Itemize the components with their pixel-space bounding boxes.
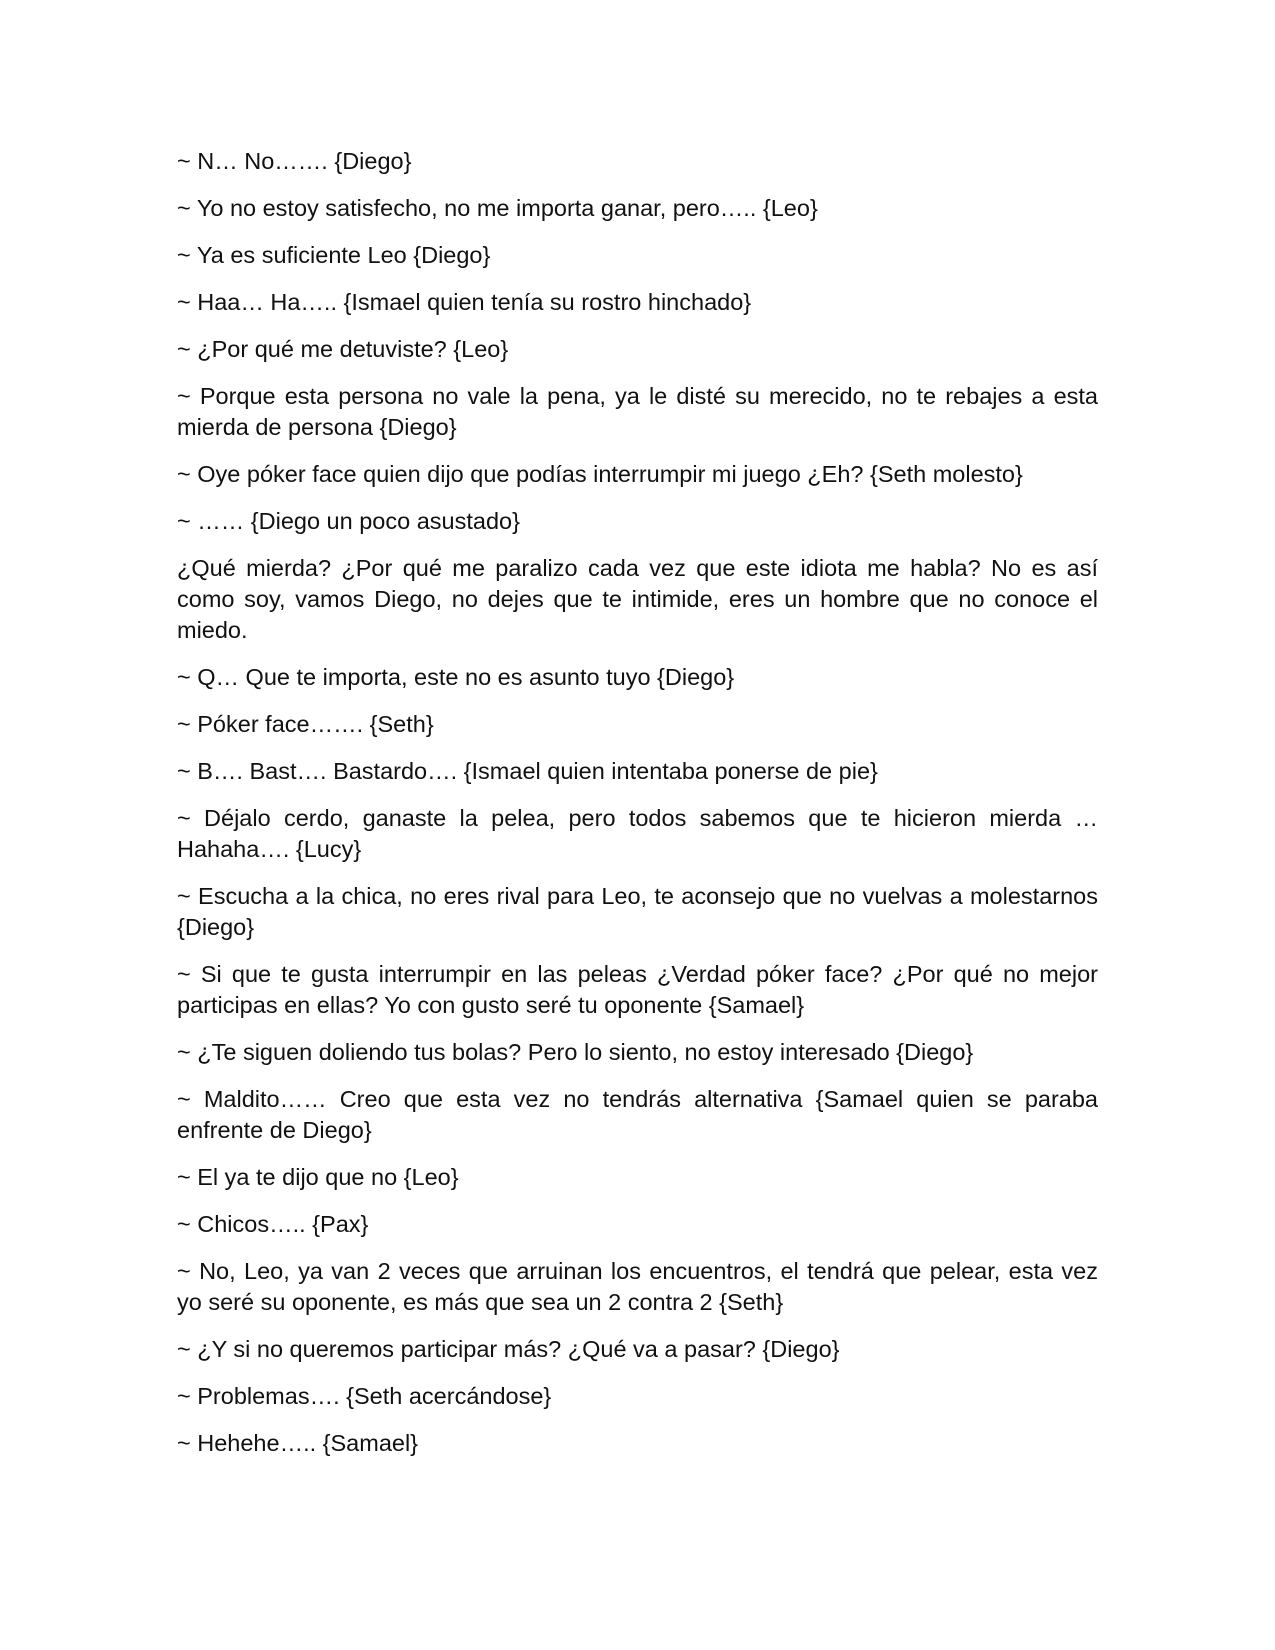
paragraph: ~ Porque esta persona no vale la pena, ya le disté su merecido, no te rebajes a esta mierda de persona {Diego}	[177, 383, 1098, 440]
paragraph: ~ Chicos….. {Pax}	[177, 1211, 369, 1237]
narration-paragraph: ¿Qué mierda? ¿Por qué me paralizo cada vez que este idiota me habla? No es así como soy, vamos Diego, no dejes que te intimide, eres un hombre que no conoce el miedo.	[177, 555, 1098, 643]
paragraph: ~ No, Leo, ya van 2 veces que arruinan los encuentros, el tendrá que pelear, esta vez yo seré su oponente, es más que sea un 2 contra 2 {Seth}	[177, 1258, 1098, 1315]
document-page	[177, 146, 1098, 1475]
paragraph: ~ El ya te dijo que no {Leo}	[177, 1164, 459, 1190]
paragraph: ~ Q… Que te importa, este no es asunto tuyo {Diego}	[177, 664, 735, 690]
paragraph: ~ Yo no estoy satisfecho, no me importa ganar, pero….. {Leo}	[177, 195, 818, 221]
paragraph: ~ Si que te gusta interrumpir en las peleas ¿Verdad póker face? ¿Por qué no mejor participas en ellas? Yo con gusto seré tu oponente {Samael}	[177, 961, 1098, 1018]
paragraph: ~ Oye póker face quien dijo que podías interrumpir mi juego ¿Eh? {Seth molesto}	[177, 461, 1023, 487]
paragraph: ~ N… No……. {Diego}	[177, 148, 412, 174]
paragraph: ~ Póker face……. {Seth}	[177, 711, 434, 737]
paragraph: ~ Escucha a la chica, no eres rival para Leo, te aconsejo que no vuelvas a molestarnos {Diego}	[177, 883, 1098, 940]
paragraph: ~ B…. Bast…. Bastardo…. {Ismael quien intentaba ponerse de pie}	[177, 758, 878, 784]
paragraph: ~ Problemas…. {Seth acercándose}	[177, 1383, 552, 1409]
paragraph: ~ Déjalo cerdo, ganaste la pelea, pero todos sabemos que te hicieron mierda … Hahaha…. {Lucy}	[177, 805, 1098, 862]
paragraph: ~ ¿Te siguen doliendo tus bolas? Pero lo siento, no estoy interesado {Diego}	[177, 1039, 974, 1065]
paragraph: ~ Haa… Ha….. {Ismael quien tenía su rostro hinchado}	[177, 289, 752, 315]
paragraph: ~ Ya es suficiente Leo {Diego}	[177, 242, 491, 268]
paragraph: ~ ¿Y si no queremos participar más? ¿Qué va a pasar? {Diego}	[177, 1336, 840, 1362]
paragraph: ~ ¿Por qué me detuviste? {Leo}	[177, 336, 509, 362]
paragraph: ~ …… {Diego un poco asustado}	[177, 508, 520, 534]
paragraph: ~ Hehehe….. {Samael}	[177, 1430, 419, 1456]
paragraph: ~ Maldito…… Creo que esta vez no tendrás alternativa {Samael quien se paraba enfrente de Diego}	[177, 1086, 1098, 1143]
